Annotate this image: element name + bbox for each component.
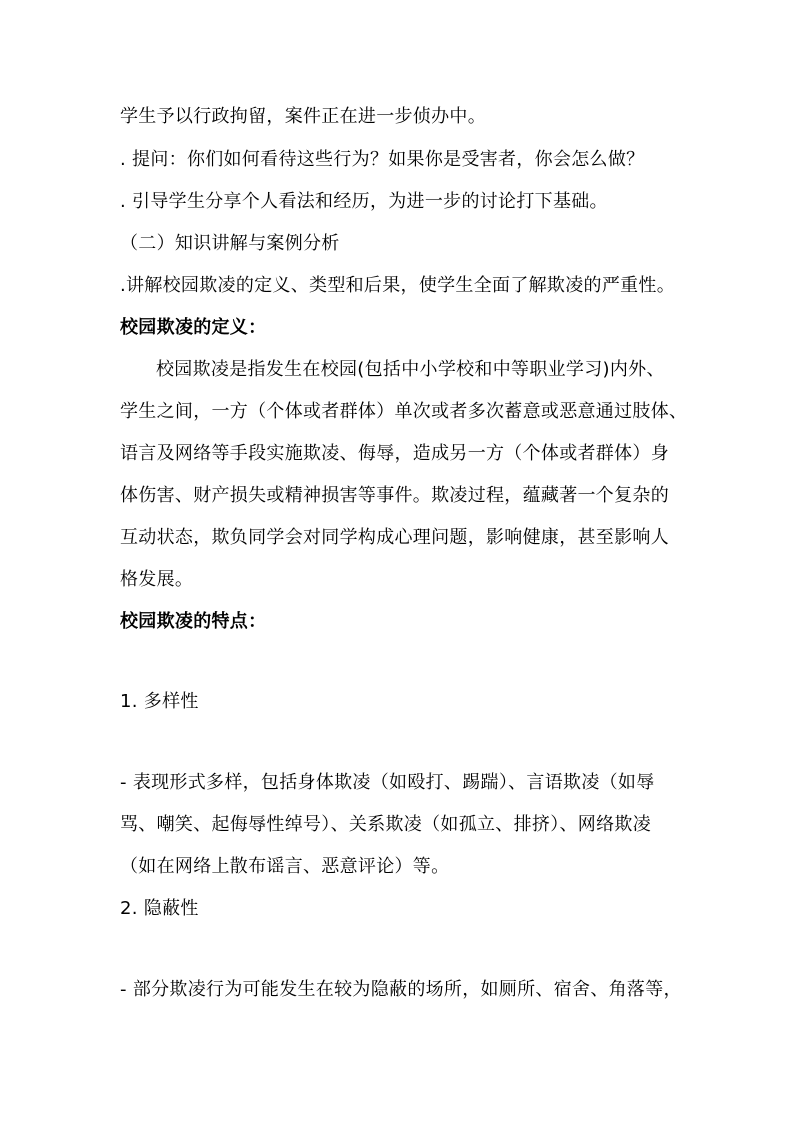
feature-1-line-2: 骂、嘲笑、起侮辱性绰号）、关系欺凌（如孤立、排挤）、网络欺凌 xyxy=(120,814,651,835)
feature-1-title: 1. 多样性 xyxy=(120,691,199,712)
definition-line-4: 体伤害、财产损失或精神损害等事件。欺凌过程，蕴藏著一个复杂的 xyxy=(120,485,669,506)
feature-2-title: 2. 隐蔽性 xyxy=(120,898,199,919)
definition-line-5: 互动状态，欺负同学会对同学构成心理问题，影响健康，甚至影响人 xyxy=(120,527,669,548)
definition-line-1: 校园欺凌是指发生在校园(包括中小学校和中等职业学习)内外、 xyxy=(156,359,665,380)
feature-1-line-1: - 表现形式多样，包括身体欺凌（如殴打、踢踹）、言语欺凌（如辱 xyxy=(120,772,655,793)
definition-line-2: 学生之间，一方（个体或者群体）单次或者多次蓄意或恶意通过肢体、 xyxy=(120,401,688,422)
feature-2-line-1: - 部分欺凌行为可能发生在较为隐蔽的场所，如厕所、宿舍、角落等， xyxy=(120,979,682,1000)
text-line-5: .讲解校园欺凌的定义、类型和后果，使学生全面了解欺凌的严重性。 xyxy=(120,275,676,296)
section-heading-knowledge: （二）知识讲解与案例分析 xyxy=(120,233,340,254)
feature-1-line-3: （如在网络上散布谣言、恶意评论）等。 xyxy=(120,856,450,877)
text-line-2: . 提问：你们如何看待这些行为？如果你是受害者，你会怎么做？ xyxy=(120,149,645,170)
definition-heading: 校园欺凌的定义： xyxy=(120,317,267,338)
text-line-1: 学生予以行政拘留，案件正在进一步侦办中。 xyxy=(120,106,486,127)
definition-line-6: 格发展。 xyxy=(120,569,194,590)
features-heading: 校园欺凌的特点： xyxy=(120,611,267,632)
definition-line-3: 语言及网络等手段实施欺凌、侮辱，造成另一方（个体或者群体）身 xyxy=(120,443,669,464)
text-line-3: . 引导学生分享个人看法和经历，为进一步的讨论打下基础。 xyxy=(120,191,608,212)
